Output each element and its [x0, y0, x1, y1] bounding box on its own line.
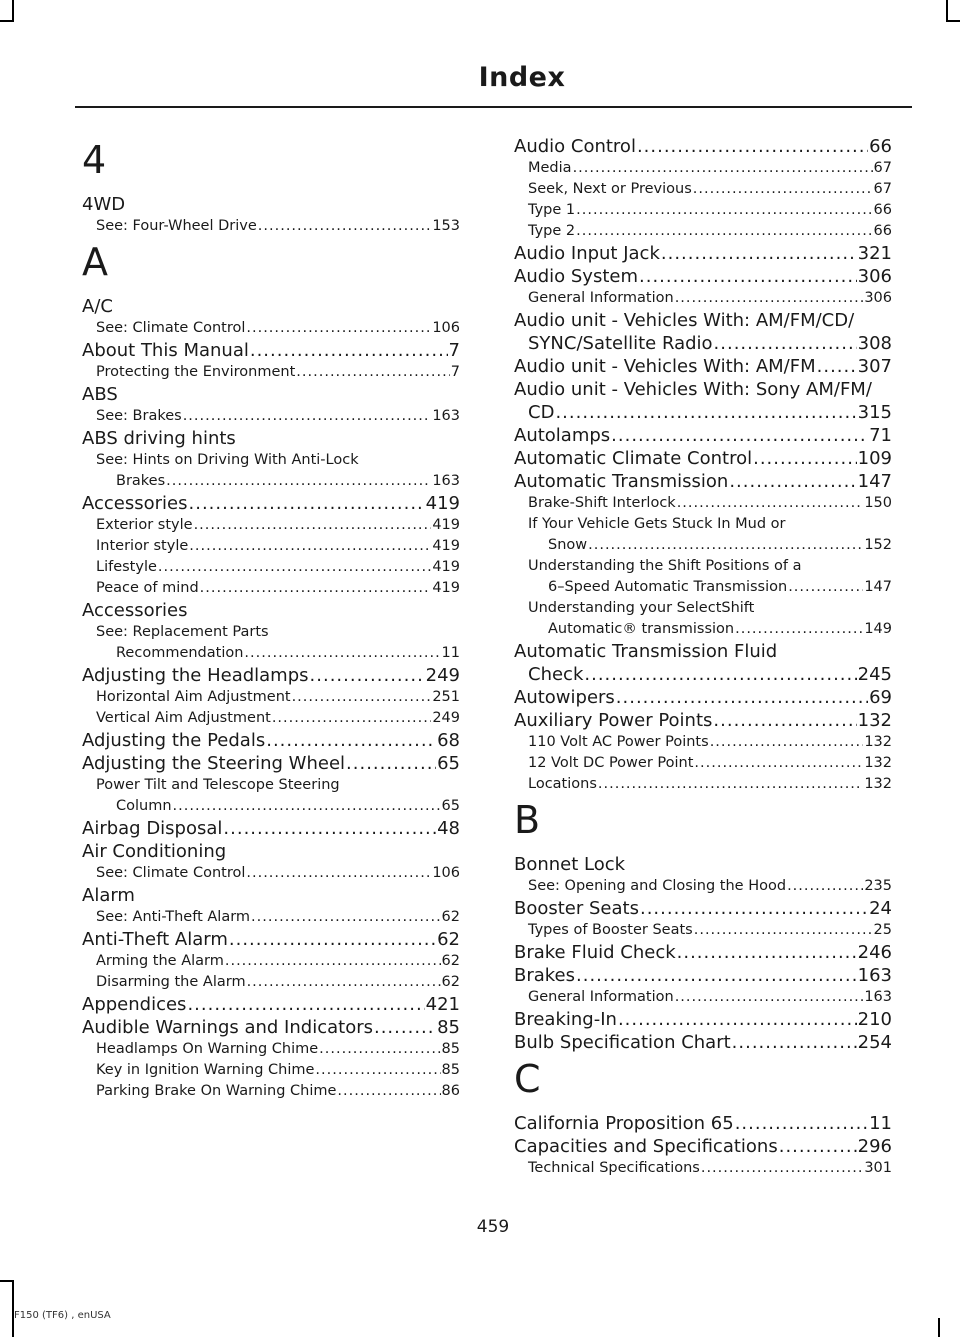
entry-continuation [514, 663, 892, 686]
index-entry [514, 1112, 892, 1135]
entry-continuation [514, 401, 892, 424]
dot-leader [693, 179, 873, 200]
crop-mark-top-right [946, 20, 960, 22]
entry-label: Automatic® transmission [548, 621, 735, 637]
page-ref: 246 [857, 942, 892, 963]
page-ref: 132 [864, 734, 892, 750]
index-entry [514, 1008, 892, 1031]
page-ref: 86 [441, 1083, 460, 1099]
page-ref: 254 [857, 1032, 892, 1053]
entry-label: Recommendation [116, 645, 244, 661]
index-subentry [514, 221, 892, 242]
dot-leader [588, 535, 863, 556]
index-entry [514, 424, 892, 447]
index-subentry [82, 1060, 460, 1081]
entry-label: Brake-Shift Interlock [528, 495, 676, 511]
entry-label: Peace of mind [96, 580, 199, 596]
page-ref: 132 [857, 710, 892, 731]
page-ref: 7 [448, 340, 460, 361]
index-heading: Bonnet Lock [514, 854, 626, 875]
index-subentry [514, 1158, 892, 1179]
page-ref: 65 [441, 798, 460, 814]
entry-continuation [82, 471, 460, 492]
entry-label: Audio System [514, 266, 639, 287]
index-entry [514, 309, 892, 355]
dot-leader [225, 951, 441, 972]
index-subentry [514, 288, 892, 309]
page-ref: 24 [869, 898, 892, 919]
crop-mark-bottom-left [0, 1280, 14, 1282]
dot-leader [189, 492, 425, 515]
entry-label: Audio unit - Vehicles With: AM/FM [514, 356, 816, 377]
dot-leader [611, 424, 868, 447]
dot-leader [584, 663, 856, 686]
page-ref: 62 [441, 974, 460, 990]
index-entry [82, 492, 460, 515]
section-letter: B [514, 798, 541, 842]
index-entry [514, 265, 892, 288]
entry-label: See: Four-Wheel Drive [96, 218, 257, 234]
dot-leader [639, 265, 857, 288]
page-ref: 25 [873, 922, 892, 938]
page-ref: 62 [437, 929, 460, 950]
index-subentry [514, 987, 892, 1008]
entry-continuation [82, 643, 460, 664]
index-heading: 4WD [82, 194, 126, 215]
dot-leader [183, 406, 432, 427]
dot-leader [732, 1031, 857, 1054]
index-subentry [82, 450, 460, 492]
dot-leader [310, 664, 425, 687]
index-subentry [82, 863, 460, 884]
page-ref: 132 [864, 776, 892, 792]
index-entry [82, 729, 460, 752]
entry-label: Column [116, 798, 172, 814]
entry-label: Adjusting the Pedals [82, 730, 266, 751]
dot-leader [246, 318, 431, 339]
entry-label: Media [528, 160, 572, 176]
section-letter: A [82, 240, 108, 284]
index-subentry [82, 406, 460, 427]
page-ref: 67 [873, 160, 892, 176]
entry-label: Airbag Disposal [82, 818, 223, 839]
entry-label: Breaking-In [514, 1009, 617, 1030]
section-letter: 4 [82, 138, 107, 182]
dot-leader [166, 471, 431, 492]
document-code: F150 (TF6) , enUSA [14, 1310, 111, 1321]
entry-label: See: Opening and Closing the Hood [528, 878, 787, 894]
index-subentry [82, 515, 460, 536]
dot-leader [787, 876, 863, 897]
index-entry [514, 686, 892, 709]
dot-leader [229, 928, 436, 951]
entry-label: Booster Seats [514, 898, 639, 919]
page-ref: 71 [869, 425, 892, 446]
entry-label-line1: If Your Vehicle Gets Stuck In Mud or [528, 516, 786, 532]
index-subentry [82, 972, 460, 993]
entry-label: Brakes [514, 965, 576, 986]
entry-label: CD [528, 402, 555, 423]
crop-mark-top-right [946, 0, 948, 22]
dot-leader [616, 686, 868, 709]
page-ref: 308 [857, 333, 892, 354]
dot-leader [158, 557, 431, 578]
dot-leader [714, 332, 857, 355]
dot-leader [173, 796, 441, 817]
index-entry [514, 1135, 892, 1158]
index-entry [514, 242, 892, 265]
dot-leader [735, 1112, 868, 1135]
entry-label: Brake Fluid Check [514, 942, 676, 963]
dot-leader [246, 863, 431, 884]
page-ref: 106 [432, 865, 460, 881]
index-subentry [514, 514, 892, 556]
dot-leader [576, 964, 857, 987]
entry-label: About This Manual [82, 340, 249, 361]
page-ref: 306 [864, 290, 892, 306]
dot-leader [713, 709, 856, 732]
header-rule [75, 106, 912, 108]
index-subentry [82, 775, 460, 817]
page-ref: 147 [864, 579, 892, 595]
entry-label-line1: See: Replacement Parts [96, 624, 269, 640]
page-ref: 419 [425, 493, 460, 514]
index-subentry [82, 687, 460, 708]
page-ref: 147 [857, 471, 892, 492]
entry-label: Check [528, 664, 584, 685]
entry-label: Arming the Alarm [96, 953, 224, 969]
entry-label: See: Climate Control [96, 320, 246, 336]
dot-leader [701, 1158, 863, 1179]
entry-label: Headlamps On Warning Chime [96, 1041, 319, 1057]
entry-label: SYNC/Satellite Radio [528, 333, 713, 354]
dot-leader [573, 158, 873, 179]
entry-label: Horizontal Aim Adjustment [96, 689, 291, 705]
entry-label: Automatic Transmission [514, 471, 729, 492]
entry-label-line1: Power Tilt and Telescope Steering [96, 777, 340, 793]
page-ref: 66 [869, 136, 892, 157]
dot-leader [200, 578, 432, 599]
entry-label: Audible Warnings and Indicators [82, 1017, 373, 1038]
dot-leader [640, 897, 868, 920]
dot-leader [675, 288, 864, 309]
index-subentry [514, 920, 892, 941]
page-ref: 67 [873, 181, 892, 197]
page-ref: 11 [869, 1113, 892, 1134]
dot-leader [817, 355, 857, 378]
index-subentry [514, 732, 892, 753]
page-ref: 153 [432, 218, 460, 234]
entry-label: Audio Input Jack [514, 243, 660, 264]
entry-label: General Information [528, 290, 674, 306]
page-ref: 307 [857, 356, 892, 377]
entry-label: Locations [528, 776, 597, 792]
page-ref: 235 [864, 878, 892, 894]
index-subentry [514, 179, 892, 200]
dot-leader [223, 817, 436, 840]
entry-label: Accessories [82, 493, 188, 514]
entry-label: Types of Booster Seats [528, 922, 693, 938]
page-ref: 65 [437, 753, 460, 774]
dot-leader [244, 643, 440, 664]
dot-leader [753, 447, 857, 470]
dot-leader [258, 216, 432, 237]
index-subentry [82, 708, 460, 729]
dot-leader [735, 619, 863, 640]
page-ref: 321 [857, 243, 892, 264]
entry-continuation [514, 535, 892, 556]
dot-leader [189, 536, 431, 557]
dot-leader [661, 242, 857, 265]
entry-label: Auxiliary Power Points [514, 710, 713, 731]
entry-label: Exterior style [96, 517, 193, 533]
entry-label: Appendices [82, 994, 187, 1015]
page-ref: 163 [857, 965, 892, 986]
page-ref: 251 [432, 689, 460, 705]
entry-label: Seek, Next or Previous [528, 181, 692, 197]
entry-label: See: Brakes [96, 408, 182, 424]
entry-label: Bulb Specification Chart [514, 1032, 731, 1053]
crop-mark-top-left [12, 0, 14, 22]
index-subentry [82, 536, 460, 557]
index-subentry [82, 907, 460, 928]
page-number: 459 [476, 1217, 510, 1237]
dot-leader [187, 993, 424, 1016]
entry-label: 6–Speed Automatic Transmission [548, 579, 788, 595]
entry-label: See: Climate Control [96, 865, 246, 881]
page-ref: 85 [437, 1017, 460, 1038]
page-ref: 62 [441, 909, 460, 925]
page-ref: 7 [450, 364, 460, 380]
page-ref: 419 [432, 538, 460, 554]
index-entry [514, 470, 892, 493]
dot-leader [637, 135, 868, 158]
index-entry [82, 752, 460, 775]
index-entry [514, 378, 892, 424]
index-entry [82, 928, 460, 951]
index-subentry [514, 598, 892, 640]
page-ref: 249 [432, 710, 460, 726]
entry-continuation [514, 619, 892, 640]
index-heading: ABS driving hints [82, 428, 236, 449]
crop-mark-bottom-left [12, 1280, 14, 1337]
index-column-left [82, 135, 460, 1102]
page-ref: 85 [441, 1041, 460, 1057]
dot-leader [272, 708, 431, 729]
page-ref: 419 [432, 517, 460, 533]
index-subentry [514, 556, 892, 598]
dot-leader [677, 493, 864, 514]
entry-label: Interior style [96, 538, 189, 554]
entry-label-line1: Understanding the Shift Positions of a [528, 558, 802, 574]
index-heading: A/C [82, 296, 113, 317]
page-ref: 68 [437, 730, 460, 751]
index-subentry [82, 318, 460, 339]
page-title: Index [478, 62, 566, 93]
page-ref: 163 [864, 989, 892, 1005]
page-ref: 66 [873, 223, 892, 239]
entry-label-line1: See: Hints on Driving With Anti-Lock [96, 452, 359, 468]
index-heading: Alarm [82, 885, 135, 906]
dot-leader [675, 987, 864, 1008]
entry-label: Anti-Theft Alarm [82, 929, 228, 950]
page-ref: 306 [857, 266, 892, 287]
index-entry [514, 1031, 892, 1054]
dot-leader [247, 972, 441, 993]
index-subentry [514, 753, 892, 774]
page-ref: 109 [857, 448, 892, 469]
entry-label: 12 Volt DC Power Point [528, 755, 694, 771]
entry-label: Capacities and Specifications [514, 1136, 778, 1157]
dot-leader [315, 1060, 440, 1081]
dot-leader [346, 752, 436, 775]
index-entry [514, 941, 892, 964]
dot-leader [576, 221, 872, 242]
dot-leader [779, 1135, 857, 1158]
page-ref: 301 [864, 1160, 892, 1176]
index-entry [82, 993, 460, 1016]
page-ref: 296 [857, 1136, 892, 1157]
entry-label: Brakes [116, 473, 166, 489]
index-subentry [514, 493, 892, 514]
dot-leader [292, 687, 432, 708]
dot-leader [250, 339, 448, 362]
index-subentry [514, 158, 892, 179]
entry-label: General Information [528, 989, 674, 1005]
crop-mark-top-left [0, 20, 14, 22]
entry-label: Disarming the Alarm [96, 974, 246, 990]
entry-continuation [514, 577, 892, 598]
entry-label: Protecting the Environment [96, 364, 296, 380]
index-subentry [514, 200, 892, 221]
page-ref: 62 [441, 953, 460, 969]
page-ref: 11 [441, 645, 460, 661]
entry-label-line1: Automatic Transmission Fluid [514, 641, 778, 662]
dot-leader [374, 1016, 436, 1039]
entry-label: Automatic Climate Control [514, 448, 753, 469]
index-subentry [82, 1039, 460, 1060]
index-entry [82, 1016, 460, 1039]
entry-label: Type 2 [528, 223, 576, 239]
index-heading: ABS [82, 384, 118, 405]
index-entry [514, 135, 892, 158]
page-ref: 150 [864, 495, 892, 511]
page-ref: 149 [864, 621, 892, 637]
page-ref: 421 [425, 994, 460, 1015]
entry-label: Adjusting the Headlamps [82, 665, 309, 686]
index-heading: Accessories [82, 600, 188, 621]
entry-label-line1: Understanding your SelectShift [528, 600, 755, 616]
entry-label: Snow [548, 537, 588, 553]
entry-label: Key in Ignition Warning Chime [96, 1062, 315, 1078]
entry-label: Adjusting the Steering Wheel [82, 753, 346, 774]
dot-leader [576, 200, 872, 221]
index-entry [514, 640, 892, 686]
entry-label: Vertical Aim Adjustment [96, 710, 271, 726]
page-ref: 69 [869, 687, 892, 708]
dot-leader [319, 1039, 440, 1060]
entry-label: Lifestyle [96, 559, 157, 575]
page-ref: 106 [432, 320, 460, 336]
page-ref: 163 [432, 473, 460, 489]
dot-leader [677, 941, 857, 964]
index-subentry [82, 951, 460, 972]
dot-leader [694, 753, 863, 774]
entry-label: Audio Control [514, 136, 636, 157]
index-subentry [82, 362, 460, 383]
page-ref: 66 [873, 202, 892, 218]
index-entry [514, 709, 892, 732]
index-entry [82, 817, 460, 840]
index-entry [82, 664, 460, 687]
entry-label: Type 1 [528, 202, 576, 218]
dot-leader [788, 577, 863, 598]
page-ref: 419 [432, 580, 460, 596]
index-entry [514, 355, 892, 378]
page-ref: 85 [441, 1062, 460, 1078]
dot-leader [729, 470, 856, 493]
page-ref: 132 [864, 755, 892, 771]
entry-label: Parking Brake On Warning Chime [96, 1083, 337, 1099]
page-ref: 152 [864, 537, 892, 553]
dot-leader [555, 401, 856, 424]
index-entry [82, 339, 460, 362]
entry-label: 110 Volt AC Power Points [528, 734, 709, 750]
entry-label: Autolamps [514, 425, 611, 446]
dot-leader [251, 907, 441, 928]
index-entry [514, 447, 892, 470]
entry-label: Technical Specifications [528, 1160, 700, 1176]
index-subentry [82, 216, 460, 237]
entry-label-line1: Audio unit - Vehicles With: AM/FM/CD/ [514, 310, 855, 331]
dot-leader [194, 515, 432, 536]
index-entry [514, 897, 892, 920]
page-ref: 210 [857, 1009, 892, 1030]
dot-leader [710, 732, 864, 753]
index-heading: Air Conditioning [82, 841, 227, 862]
index-subentry [82, 1081, 460, 1102]
entry-label: See: Anti-Theft Alarm [96, 909, 251, 925]
entry-continuation [82, 796, 460, 817]
dot-leader [337, 1081, 440, 1102]
index-subentry [82, 622, 460, 664]
crop-mark-bottom-right [938, 1318, 940, 1337]
dot-leader [598, 774, 863, 795]
dot-leader [266, 729, 436, 752]
page-ref: 245 [857, 664, 892, 685]
dot-leader [296, 362, 449, 383]
entry-label: Autowipers [514, 687, 615, 708]
entry-label: California Proposition 65 [514, 1113, 734, 1134]
index-column-right [514, 135, 892, 1179]
page-ref: 48 [437, 818, 460, 839]
dot-leader [694, 920, 873, 941]
index-subentry [82, 557, 460, 578]
entry-label-line1: Audio unit - Vehicles With: Sony AM/FM/ [514, 379, 872, 400]
index-subentry [514, 876, 892, 897]
section-letter: C [514, 1057, 541, 1101]
entry-continuation [514, 332, 892, 355]
page-ref: 419 [432, 559, 460, 575]
page-ref: 249 [425, 665, 460, 686]
page-ref: 315 [857, 402, 892, 423]
index-entry [514, 964, 892, 987]
page-ref: 163 [432, 408, 460, 424]
index-subentry [82, 578, 460, 599]
dot-leader [618, 1008, 857, 1031]
index-subentry [514, 774, 892, 795]
